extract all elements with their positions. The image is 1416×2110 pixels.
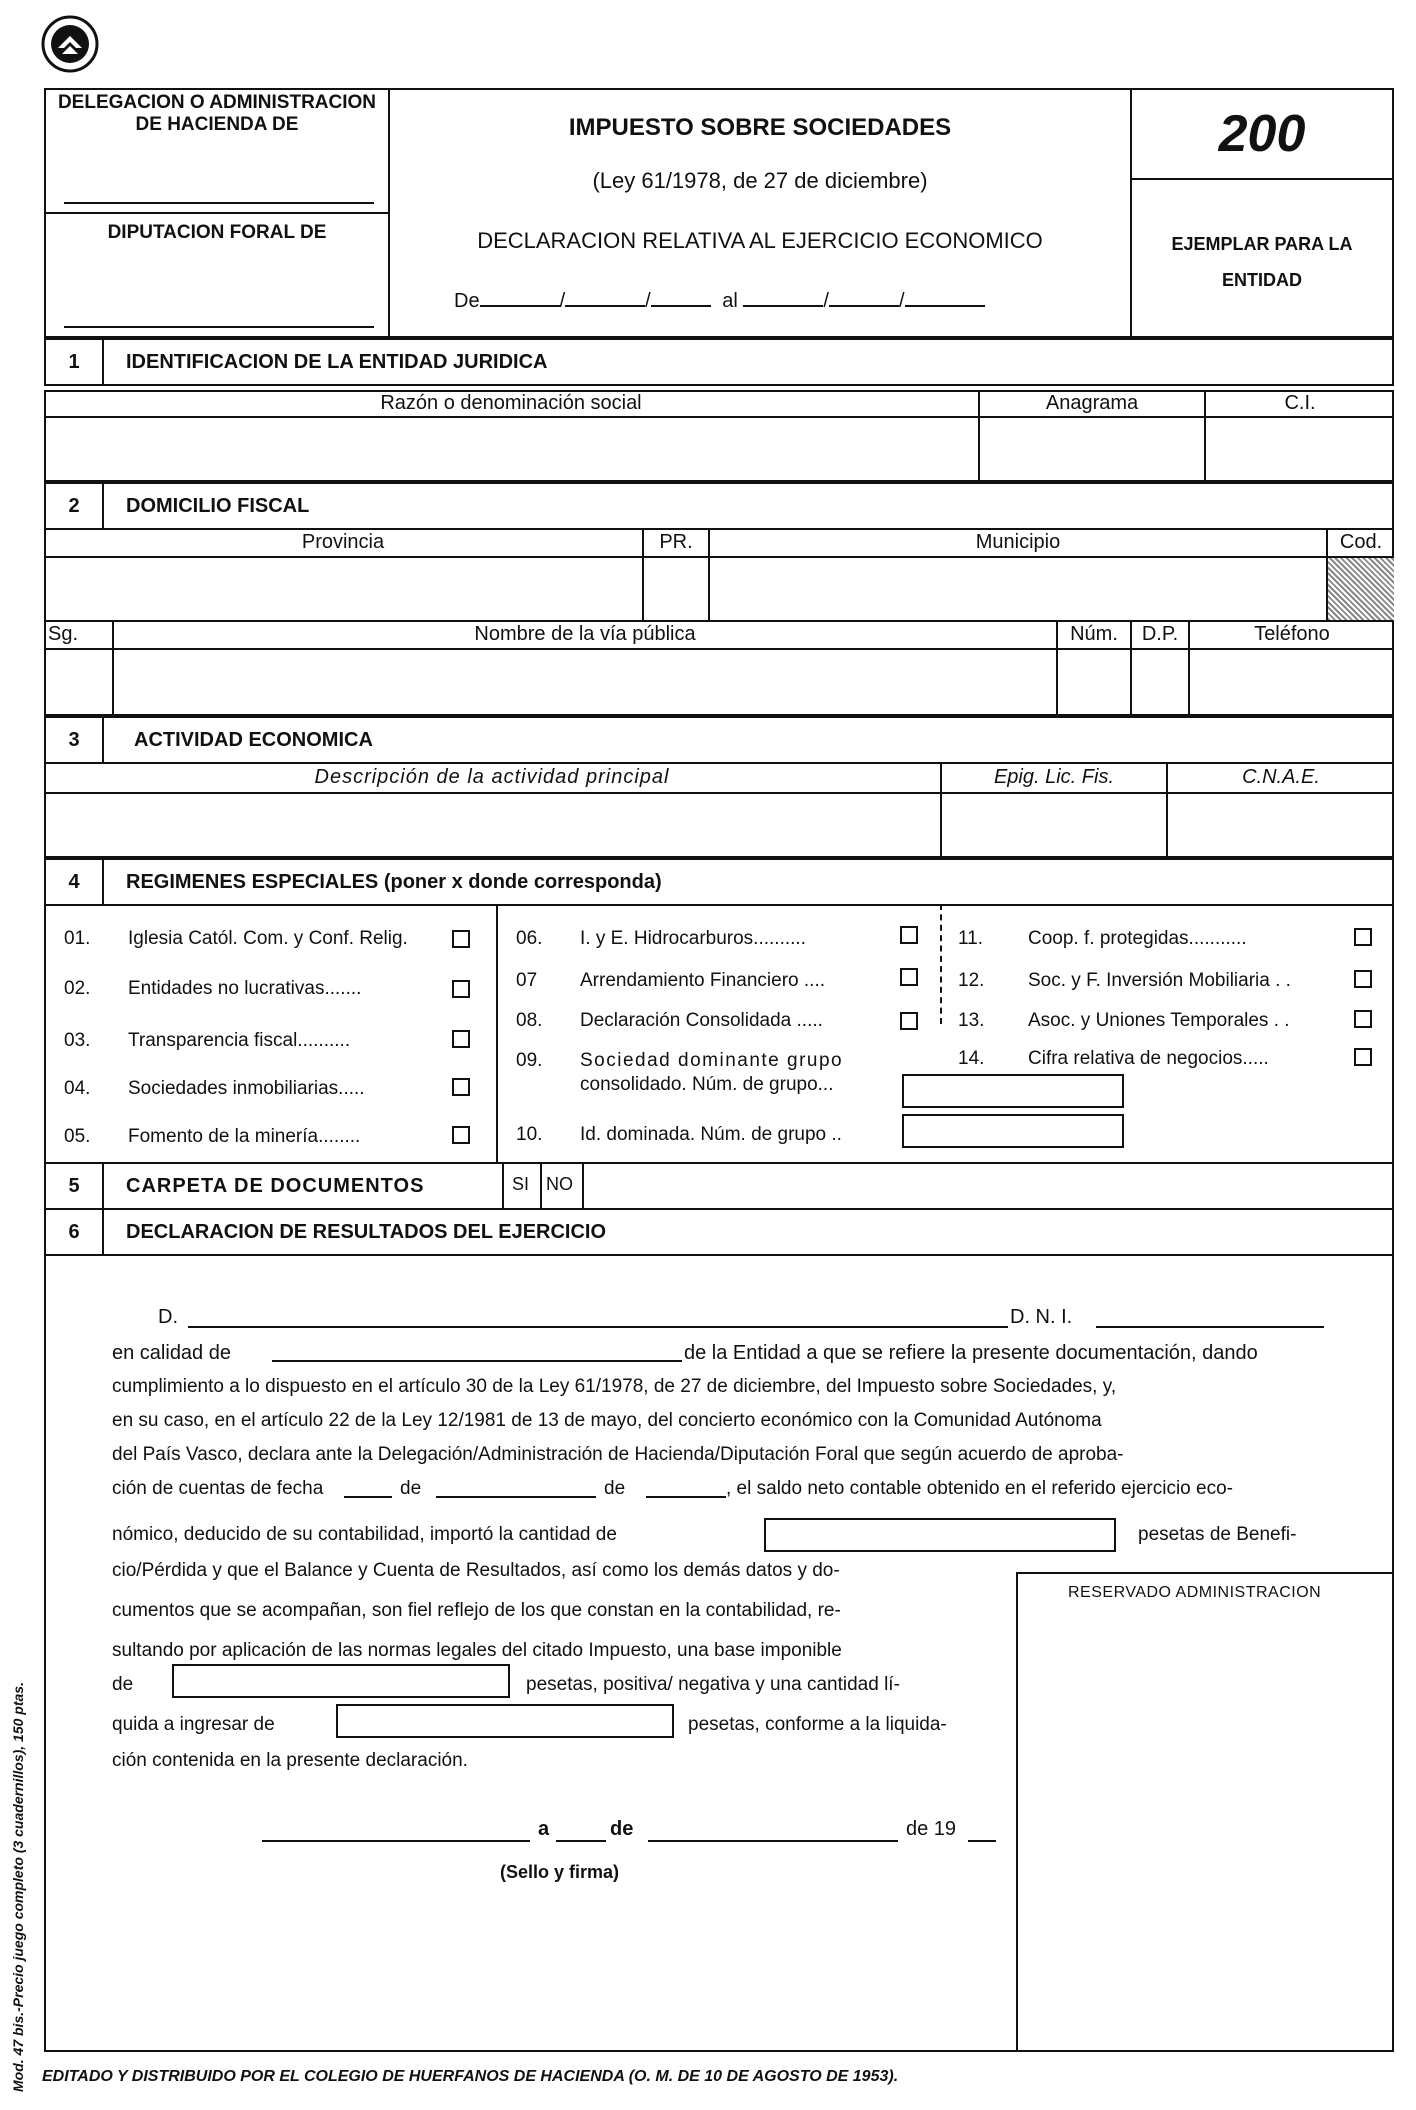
regime-14-checkbox[interactable] <box>1354 1048 1372 1066</box>
delegacion-field[interactable] <box>64 202 374 204</box>
declaration-line-5: , el saldo neto contable obtenido en el referido ejercicio eco- <box>726 1478 1233 1499</box>
declaration-line-9: sultando por aplicación de las normas legales del citado Impuesto, una base imponible <box>112 1640 842 1661</box>
epig-field[interactable] <box>944 796 1164 856</box>
regime-05-checkbox[interactable] <box>452 1126 470 1144</box>
via-publica-label: Nombre de la vía pública <box>474 623 696 645</box>
reservado-box <box>1016 1572 1394 2052</box>
lugar-field[interactable] <box>262 1840 530 1842</box>
declaration-line-3: en su caso, en el artículo 22 de la Ley 12/1981 de 13 de mayo, del concierto económico con la Comunidad Autónoma <box>112 1410 1102 1431</box>
ci-label: C.I. <box>1284 392 1316 414</box>
declaration-line-6: nómico, deducido de su contabilidad, importó la cantidad de <box>112 1524 617 1545</box>
regime-03-checkbox[interactable] <box>452 1030 470 1048</box>
cod-shaded-cell <box>1328 558 1394 620</box>
carpeta-no-option[interactable]: NO <box>546 1174 573 1194</box>
pr-field[interactable] <box>646 560 706 618</box>
regime-02-checkbox[interactable] <box>452 980 470 998</box>
regime-10-group-number[interactable] <box>902 1114 1124 1148</box>
razon-social-field[interactable] <box>46 420 976 480</box>
provincia-label: Provincia <box>301 531 385 553</box>
emblem-logo <box>40 14 100 74</box>
dia-field[interactable] <box>556 1840 606 1842</box>
law-reference: (Ley 61/1978, de 27 de diciembre) <box>592 168 928 193</box>
section-1-header: 1 IDENTIFICACION DE LA ENTIDAD JURIDICA <box>44 338 1394 386</box>
saldo-neto-field[interactable] <box>764 1518 1116 1552</box>
en-calidad-field[interactable] <box>272 1360 682 1362</box>
section-3-header: 3 ACTIVIDAD ECONOMICA <box>44 716 1394 764</box>
municipio-field[interactable] <box>712 560 1324 618</box>
pr-label: PR. <box>659 531 693 553</box>
cantidad-ingresar-field[interactable] <box>336 1704 674 1738</box>
regime-09-group-number[interactable] <box>902 1074 1124 1108</box>
declaration-line-2: cumplimiento a lo dispuesto en el artículo 30 de la Ley 61/1978, de 27 de diciembre, del Impuesto sobre Sociedades, y, <box>112 1376 1117 1397</box>
side-price-text: Mod. 47 bis.-Precio juego completo (3 cuadernillos), 150 ptas. <box>10 1682 26 2092</box>
section-5-header: 5 CARPETA DE DOCUMENTOS <box>44 1162 1394 1210</box>
regime-12-checkbox[interactable] <box>1354 970 1372 988</box>
section-4-header: 4 REGIMENES ESPECIALES (poner x donde corresponda) <box>44 858 1394 906</box>
copy-label: EJEMPLAR PARA LA ENTIDAD <box>1171 234 1353 290</box>
fecha-label: ción de cuentas de fecha <box>112 1478 324 1499</box>
form-title: IMPUESTO SOBRE SOCIEDADES <box>568 114 952 141</box>
regime-07-checkbox[interactable] <box>900 968 918 986</box>
section-6-header: 6 DECLARACION DE RESULTADOS DEL EJERCICIO <box>44 1208 1394 1256</box>
declaration-line-12: ción contenida en la presente declaración. <box>112 1750 468 1771</box>
actividad-desc-field[interactable] <box>46 796 938 856</box>
sg-label: Sg. <box>48 623 79 645</box>
regime-08-checkbox[interactable] <box>900 1012 918 1030</box>
fecha-mes-field[interactable] <box>436 1496 596 1498</box>
anagrama-field[interactable] <box>982 420 1202 480</box>
declaration-line-7: cio/Pérdida y que el Balance y Cuenta de Resultados, así como los demás datos y do- <box>112 1560 840 1581</box>
anio-field[interactable] <box>968 1840 996 1842</box>
footer-editado: EDITADO Y DISTRIBUIDO POR EL COLEGIO DE HUERFANOS DE HACIENDA (O. M. DE 10 DE AGOSTO DE 1953). <box>42 2068 899 2085</box>
regime-13-checkbox[interactable] <box>1354 1010 1372 1028</box>
diputacion-label: DIPUTACION FORAL DE <box>107 222 327 243</box>
ci-field[interactable] <box>1208 420 1392 480</box>
dp-field[interactable] <box>1134 652 1186 714</box>
declarant-name-field[interactable] <box>188 1326 1008 1328</box>
fecha-anio-field[interactable] <box>646 1496 726 1498</box>
razon-social-label: Razón o denominación social <box>380 392 642 414</box>
municipio-label: Municipio <box>975 531 1061 553</box>
declaration-line-4: del País Vasco, declara ante la Delegación/Administración de Hacienda/Diputación Foral que según acuerdo de aproba- <box>112 1444 1124 1465</box>
dni-label: D. N. I. <box>1010 1306 1073 1328</box>
regime-04-checkbox[interactable] <box>452 1078 470 1096</box>
sg-field[interactable] <box>46 652 110 714</box>
model-number: 200 <box>1218 105 1306 163</box>
regime-01-checkbox[interactable] <box>452 930 470 948</box>
mes-field[interactable] <box>648 1840 898 1842</box>
declaration-line-10: pesetas, positiva/ negativa y una cantidad lí- <box>526 1674 900 1695</box>
telefono-label: Teléfono <box>1254 623 1330 645</box>
regime-06-checkbox[interactable] <box>900 926 918 944</box>
cod-label: Cod. <box>1339 531 1383 553</box>
reservado-label: RESERVADO ADMINISTRACION <box>1068 1584 1322 1601</box>
base-imponible-field[interactable] <box>172 1664 510 1698</box>
actividad-desc-label: Descripción de la actividad principal <box>314 766 670 788</box>
cnae-field[interactable] <box>1170 796 1392 856</box>
declaracion-text: DECLARACION RELATIVA AL EJERCICIO ECONOMICO <box>477 228 1043 253</box>
epig-label: Epig. Lic. Fis. <box>993 766 1115 788</box>
cnae-label: C.N.A.E. <box>1242 766 1320 788</box>
en-calidad-label: en calidad de <box>112 1342 231 1364</box>
declaration-line-8: cumentos que se acompañan, son fiel reflejo de los que constan en la contabilidad, re- <box>112 1600 841 1621</box>
section-2-header: 2 DOMICILIO FISCAL <box>44 482 1394 530</box>
diputacion-field[interactable] <box>64 326 374 328</box>
carpeta-si-option[interactable]: SI <box>512 1174 530 1194</box>
telefono-field[interactable] <box>1192 652 1392 714</box>
declaration-line-1: de la Entidad a que se refiere la presente documentación, dando <box>684 1342 1258 1364</box>
d-label: D. <box>158 1306 178 1328</box>
dni-field[interactable] <box>1096 1326 1324 1328</box>
via-publica-field[interactable] <box>116 652 1054 714</box>
dp-label: D.P. <box>1141 623 1179 645</box>
regime-11-checkbox[interactable] <box>1354 928 1372 946</box>
declaration-line-11: pesetas, conforme a la liquida- <box>688 1714 947 1735</box>
provincia-field[interactable] <box>46 560 640 618</box>
anagrama-label: Anagrama <box>1045 392 1139 414</box>
num-label: Núm. <box>1070 623 1118 645</box>
fecha-dia-field[interactable] <box>344 1496 392 1498</box>
delegacion-label: DELEGACION O ADMINISTRACION DE HACIENDA DE <box>57 92 377 135</box>
sello-firma-label: (Sello y firma) <box>500 1862 620 1882</box>
num-field[interactable] <box>1060 652 1128 714</box>
date-range: De / / al / / <box>454 290 985 313</box>
